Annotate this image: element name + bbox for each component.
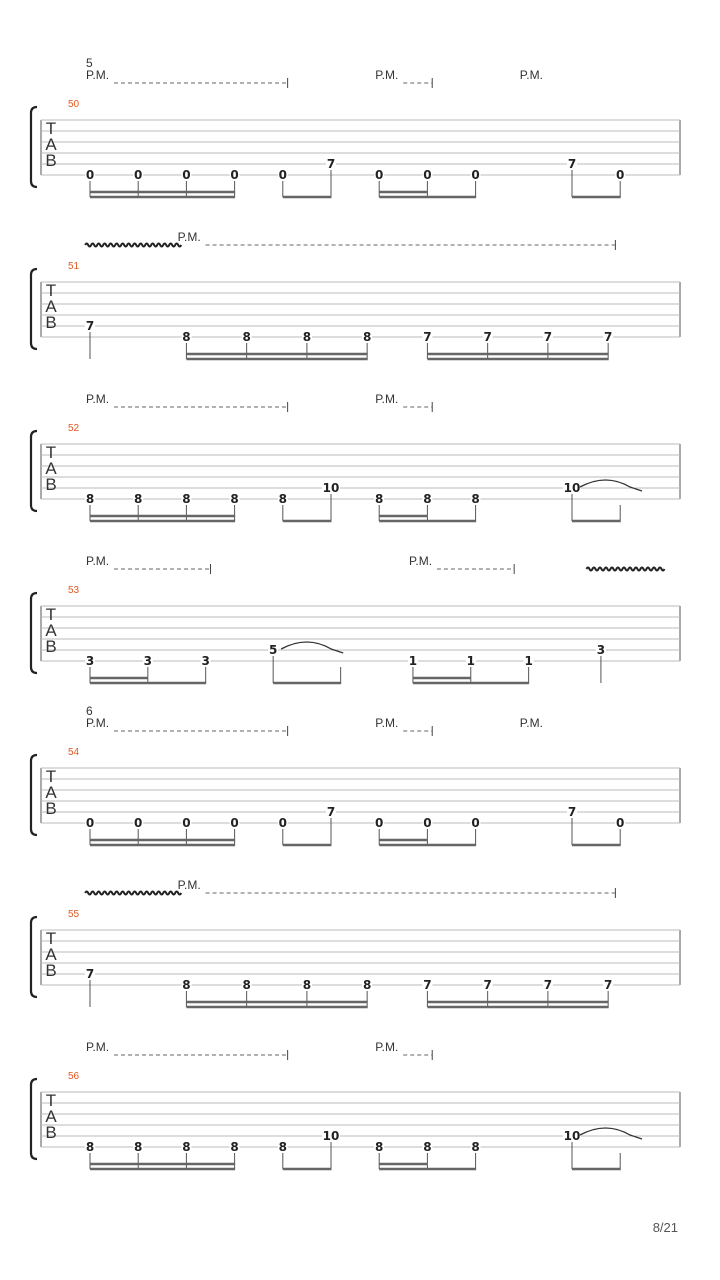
- fret-number: 8: [182, 1140, 191, 1154]
- fret-number: 0: [375, 168, 384, 182]
- fret-number: 7: [423, 330, 432, 344]
- tab-clef-letter: T: [45, 929, 57, 948]
- tab-system: [31, 704, 680, 845]
- fret-number: 3: [143, 654, 153, 668]
- fret-number: 8: [278, 492, 287, 506]
- tab-clef-letter: A: [45, 297, 57, 316]
- palm-mute-label: P.M.: [375, 68, 399, 82]
- fret-number: 8: [302, 330, 312, 344]
- fret-number: 7: [603, 978, 613, 992]
- fret-number: 0: [471, 816, 480, 830]
- tab-clef-letter: B: [45, 1123, 57, 1142]
- system-brace: [31, 917, 37, 997]
- fret-number: 0: [616, 168, 625, 182]
- tab-clef-letter: T: [45, 119, 57, 138]
- fret-number: 8: [362, 978, 372, 992]
- fret-number: 7: [85, 967, 95, 981]
- bend-arc: [580, 480, 642, 491]
- fret-number: 7: [85, 319, 95, 333]
- tab-clef-letter: B: [45, 961, 57, 980]
- fret-number: 0: [85, 816, 95, 830]
- bend-arc: [281, 642, 343, 653]
- fret-number: 8: [423, 492, 432, 506]
- tab-system: [31, 878, 680, 1007]
- fret-number: 0: [423, 168, 432, 182]
- fret-number: 7: [423, 978, 432, 992]
- system-brace: [31, 593, 37, 673]
- bar-number: 52: [68, 423, 80, 434]
- fret-number: 8: [302, 978, 312, 992]
- fret-number: 3: [596, 643, 606, 657]
- fret-number: 8: [278, 1140, 287, 1154]
- tab-system: [31, 392, 680, 521]
- tab-clef-letter: A: [45, 1107, 57, 1126]
- palm-mute-label: P.M.: [375, 716, 399, 730]
- fret-number: 8: [471, 492, 480, 506]
- tab-clef-letter: T: [45, 767, 57, 786]
- fret-number: 8: [362, 330, 372, 344]
- palm-mute-label: P.M.: [86, 554, 110, 568]
- page-number: 8/21: [652, 1220, 678, 1235]
- tab-clef-letter: B: [45, 799, 57, 818]
- palm-mute-label: P.M.: [86, 716, 110, 730]
- fret-number: 8: [375, 492, 384, 506]
- bend-arc: [580, 1128, 642, 1139]
- fret-number: 8: [182, 492, 191, 506]
- palm-mute-label: P.M.: [86, 68, 110, 82]
- palm-mute-label: P.M.: [86, 1040, 110, 1054]
- fret-number: 8: [182, 330, 191, 344]
- tab-clef-letter: A: [45, 783, 57, 802]
- fret-number: 0: [616, 816, 625, 830]
- tab-system: [31, 1040, 680, 1169]
- fret-number: 8: [375, 1140, 384, 1154]
- fret-number: 7: [483, 330, 492, 344]
- fret-number: 0: [182, 168, 191, 182]
- section-marker: 6: [86, 704, 93, 718]
- section-marker: 5: [86, 56, 93, 70]
- fret-number: 8: [85, 1140, 95, 1154]
- tab-clef-letter: B: [45, 475, 57, 494]
- palm-mute-label: P.M.: [519, 716, 543, 730]
- bar-number: 53: [68, 585, 80, 596]
- tab-clef-letter: B: [45, 151, 57, 170]
- fret-number: 0: [230, 816, 239, 830]
- fret-number: 7: [326, 805, 336, 819]
- tab-clef-letter: B: [45, 637, 57, 656]
- bar-number: 51: [68, 261, 80, 272]
- vibrato-mark: [85, 892, 181, 895]
- fret-number: 0: [134, 168, 143, 182]
- tab-system: [31, 230, 680, 359]
- tab-clef-letter: A: [45, 945, 57, 964]
- system-brace: [31, 431, 37, 511]
- palm-mute-label: P.M.: [519, 68, 543, 82]
- palm-mute-label: P.M.: [177, 230, 201, 244]
- palm-mute-label: P.M.: [375, 1040, 399, 1054]
- fret-number: 7: [483, 978, 492, 992]
- fret-number: 0: [375, 816, 384, 830]
- vibrato-mark: [586, 568, 664, 571]
- vibrato-mark: [85, 244, 181, 247]
- fret-number: 0: [230, 168, 239, 182]
- fret-number: 8: [85, 492, 95, 506]
- fret-number: 0: [278, 168, 287, 182]
- fret-number: 0: [423, 816, 432, 830]
- fret-number: 0: [278, 816, 287, 830]
- system-brace: [31, 1079, 37, 1159]
- fret-number: 7: [326, 157, 336, 171]
- tab-system: [31, 554, 680, 683]
- bar-number: 56: [68, 1071, 80, 1082]
- fret-number: 8: [134, 492, 143, 506]
- fret-number: 7: [603, 330, 613, 344]
- tab-clef-letter: B: [45, 313, 57, 332]
- fret-number: 3: [201, 654, 210, 668]
- fret-number: 0: [134, 816, 143, 830]
- fret-number: 8: [242, 330, 251, 344]
- system-brace: [31, 269, 37, 349]
- fret-number: 1: [408, 654, 418, 668]
- fret-number: 8: [230, 1140, 239, 1154]
- fret-number: 10: [322, 481, 340, 495]
- fret-number: 7: [567, 805, 577, 819]
- bar-number: 55: [68, 909, 80, 920]
- fret-number: 7: [567, 157, 577, 171]
- system-brace: [31, 755, 37, 835]
- tab-system: [31, 56, 680, 197]
- fret-number: 1: [524, 654, 533, 668]
- fret-number: 10: [322, 1129, 340, 1143]
- tab-clef-letter: T: [45, 443, 57, 462]
- fret-number: 0: [471, 168, 480, 182]
- fret-number: 7: [543, 978, 553, 992]
- palm-mute-label: P.M.: [408, 554, 433, 568]
- fret-number: 10: [563, 1129, 581, 1143]
- tab-clef-letter: T: [45, 605, 57, 624]
- fret-number: 8: [182, 978, 191, 992]
- fret-number: 5: [268, 643, 278, 657]
- tab-clef-letter: A: [45, 459, 57, 478]
- fret-number: 7: [543, 330, 553, 344]
- palm-mute-label: P.M.: [86, 392, 110, 406]
- fret-number: 3: [85, 654, 95, 668]
- tab-clef-letter: T: [45, 281, 57, 300]
- palm-mute-label: P.M.: [375, 392, 399, 406]
- fret-number: 8: [423, 1140, 432, 1154]
- fret-number: 8: [134, 1140, 143, 1154]
- system-brace: [31, 107, 37, 187]
- fret-number: 1: [466, 654, 475, 668]
- palm-mute-label: P.M.: [177, 878, 201, 892]
- tab-clef-letter: T: [45, 1091, 57, 1110]
- tab-clef-letter: A: [45, 135, 57, 154]
- bar-number: 50: [68, 99, 80, 110]
- tab-clef-letter: A: [45, 621, 57, 640]
- fret-number: 10: [563, 481, 581, 495]
- fret-number: 0: [182, 816, 191, 830]
- fret-number: 0: [85, 168, 95, 182]
- fret-number: 8: [242, 978, 251, 992]
- bar-number: 54: [68, 747, 80, 758]
- fret-number: 8: [471, 1140, 480, 1154]
- fret-number: 8: [230, 492, 239, 506]
